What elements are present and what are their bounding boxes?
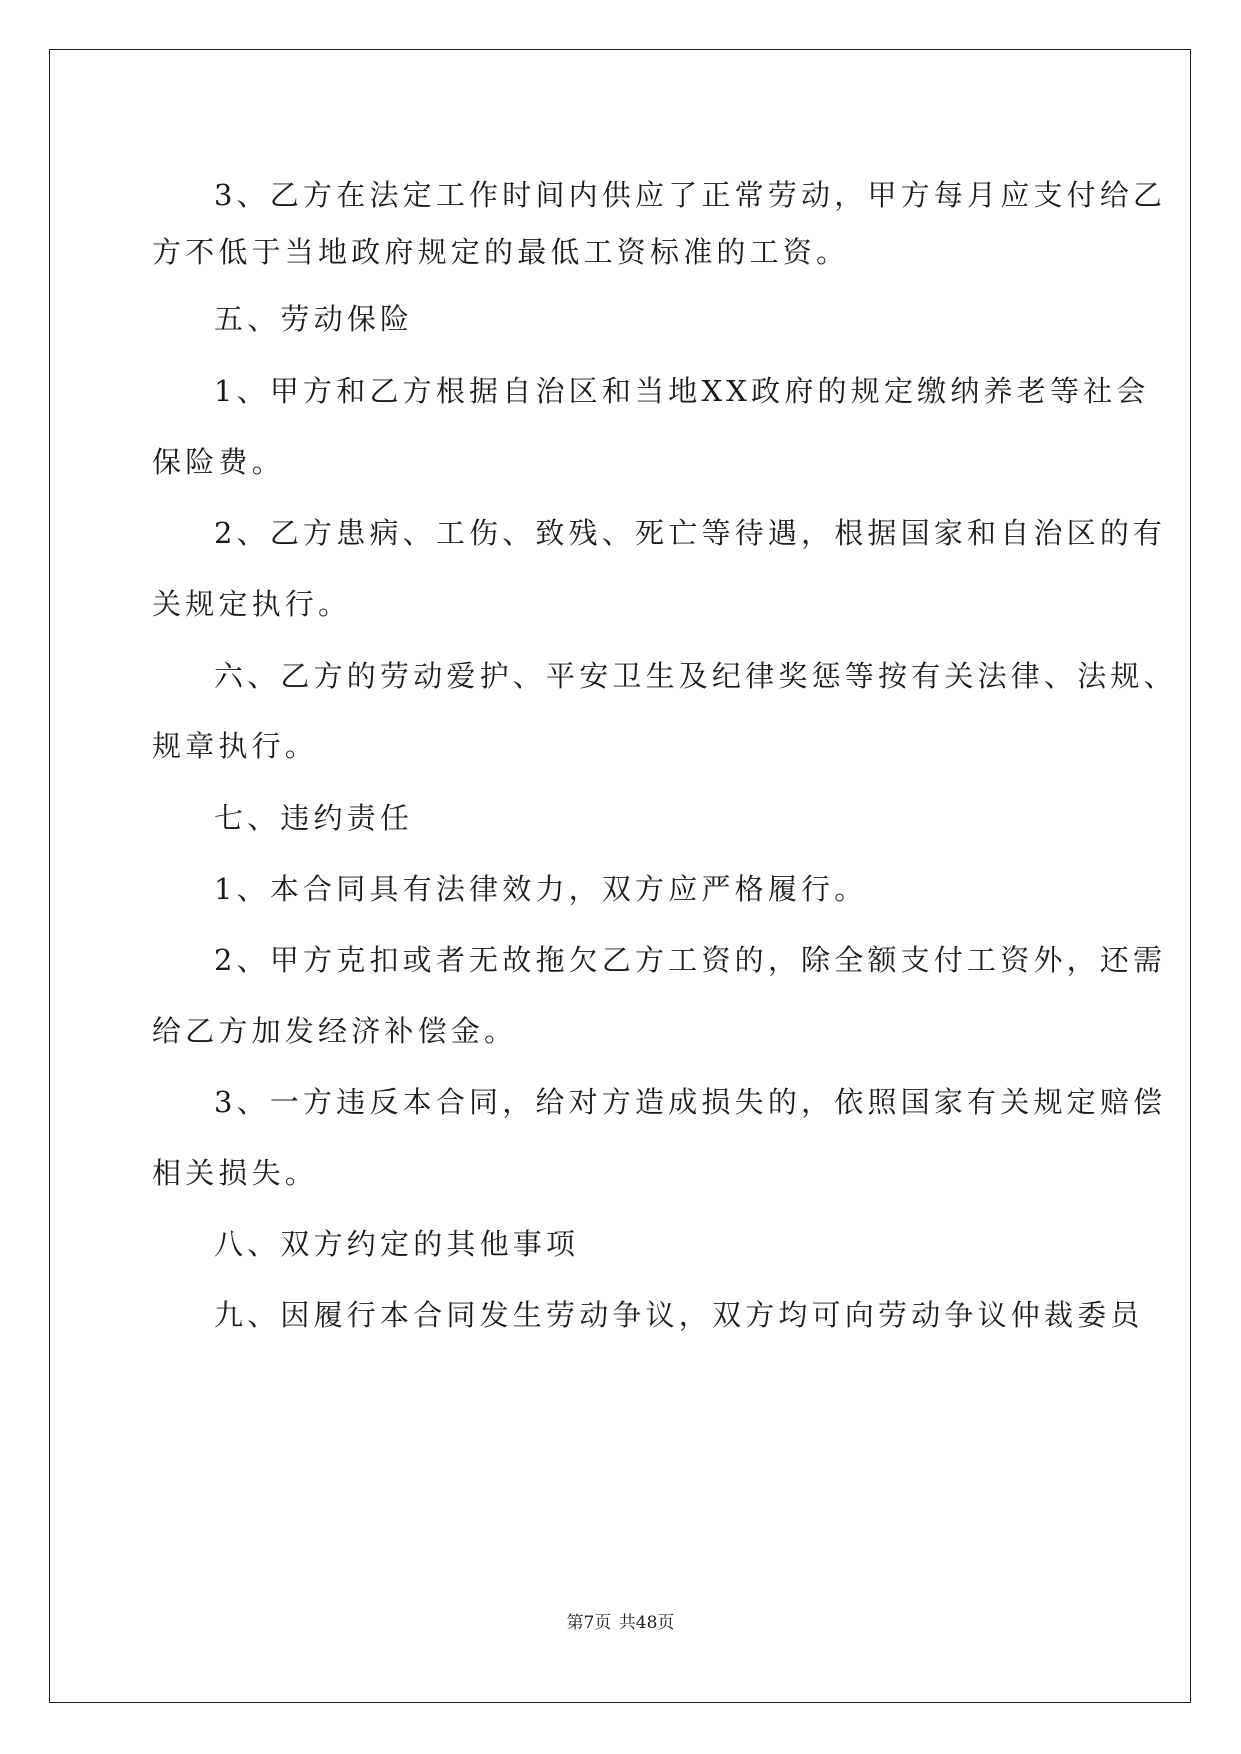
paragraph-line: 3、一方违反本合同，给对方造成损失的，依照国家有关规定赔偿: [214, 1085, 1167, 1119]
paragraph-line: 相关损失。: [152, 1156, 319, 1190]
section-heading: 六、乙方的劳动爱护、平安卫生及纪律奖惩等按有关法律、法规、: [214, 659, 1177, 693]
paragraph-line: 关规定执行。: [152, 587, 352, 621]
section-heading: 八、双方约定的其他事项: [214, 1227, 580, 1261]
paragraph-line: 方不低于当地政府规定的最低工资标准的工资。: [152, 235, 850, 269]
paragraph-line: 1、本合同具有法律效力，双方应严格履行。: [214, 872, 868, 906]
page-number-footer: 第7页 共48页: [566, 1613, 675, 1633]
paragraph-line: 1、甲方和乙方根据自治区和当地XX政府的规定缴纳养老等社会: [214, 374, 1150, 408]
section-heading: 五、劳动保险: [214, 302, 414, 336]
paragraph-line: 2、甲方克扣或者无故拖欠乙方工资的，除全额支付工资外，还需: [214, 943, 1167, 977]
section-heading: 九、因履行本合同发生劳动争议，双方均可向劳动争议仲裁委员: [214, 1298, 1144, 1332]
paragraph-line: 保险费。: [152, 445, 285, 479]
paragraph-line: 2、乙方患病、工伤、致残、死亡等待遇，根据国家和自治区的有: [214, 516, 1167, 550]
paragraph-line: 给乙方加发经济补偿金。: [152, 1014, 518, 1048]
paragraph-line: 规章执行。: [152, 729, 319, 763]
paragraph-line: 3、乙方在法定工作时间内供应了正常劳动，甲方每月应支付给乙: [214, 178, 1167, 212]
section-heading: 七、违约责任: [214, 801, 414, 835]
